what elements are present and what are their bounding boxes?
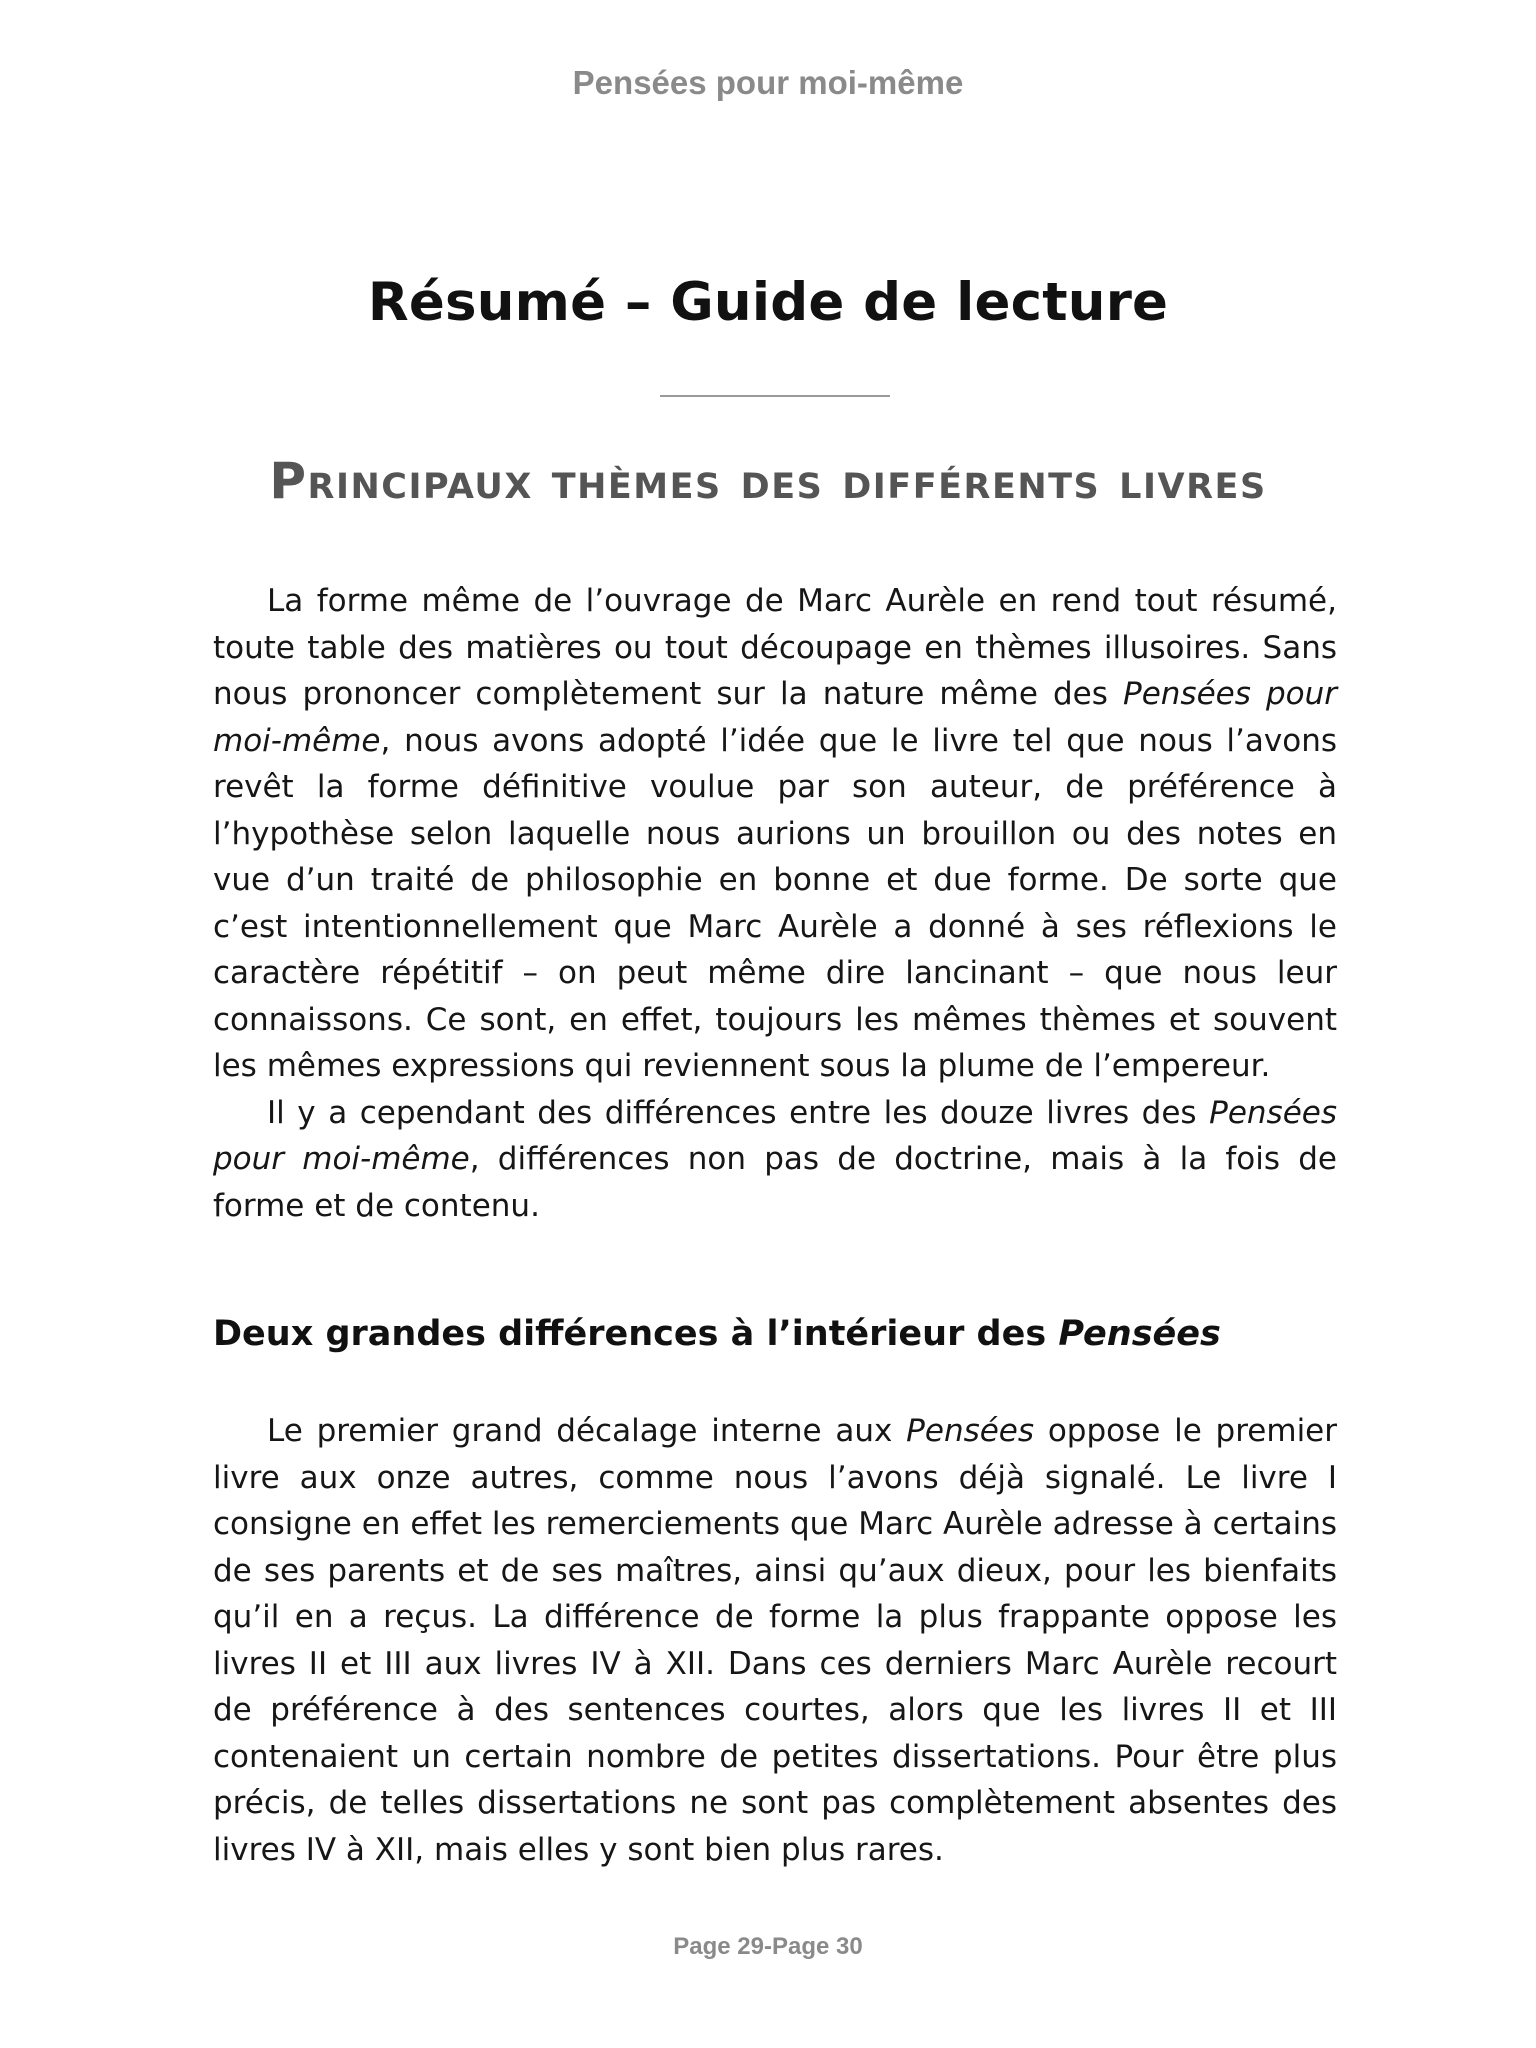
paragraph-text: La forme même de l’ouvrage de Marc Aurèle en rend tout résumé, toute table des matières ou tout découpage en thèmes illusoires. Sans nous prononcer complètement sur la nature même des [213,583,1337,712]
paragraph [213,1090,1337,1230]
book-title-italic: Pensées pour moi-même [213,676,1337,759]
paragraph [213,578,1337,1090]
book-title-italic: Pensées [906,1413,1035,1449]
subsection-body [213,1408,1337,1873]
title-divider [660,395,890,397]
paragraph-text: oppose le premier livre aux onze autres, comme nous l’avons déjà signalé. Le livre I consigne en effet les remerciements que Marc Aurèle adresse à certains de ses parents et de ses maîtres, ainsi qu’aux dieux, pour les bienfaits qu’il en a reçus. La différence de forme la plus frappante oppose les livres II et III aux livres IV à XII. Dans ces derniers Marc Aurèle recourt de préférence à des sentences courtes, alors que les livres II et III contenaient un certain nombre de petites dissertations. Pour être plus précis, de telles dissertations ne sont pas complètement absentes des livres IV à XII, mais elles y sont bien plus rares. [213,1413,1338,1868]
subsection-title-italic: Pensées [1058,1314,1221,1354]
paragraph-text: , nous avons adopté l’idée que le livre tel que nous l’avons revêt la forme définitive voulue par son auteur, de préférence à l’hypothèse selon laquelle nous aurions un brouillon ou des notes en vue d’un traité de philosophie en bonne et due forme. De sorte que c’est intentionnellement que Marc Aurèle a donné à ses réflexions le caractère répétitif – on peut même dire lancinant – que nous leur connaissons. Ce sont, en effet, toujours les mêmes thèmes et souvent les mêmes expressions qui reviennent sous la plume de l’empereur. [213,722,1337,1084]
section-title: Principaux thèmes des différents livres [269,452,1267,510]
subsection-title [213,1314,1337,1354]
section-body [213,578,1337,1229]
paragraph-text: Le premier grand décalage interne aux [267,1413,907,1449]
paragraph-text: Il y a cependant des différences entre les douze livres des [267,1094,1210,1131]
chapter-title: Résumé – Guide de lecture [367,272,1169,333]
book-title-italic: Pensées pour moi-même [213,1094,1337,1177]
page-number: Page 29-Page 30 [673,1933,863,1960]
paragraph-text: , différences non pas de doctrine, mais à la fois de forme et de contenu. [213,1141,1337,1224]
paragraph [213,1408,1337,1873]
running-header: Pensées pour moi-même [572,64,964,101]
subsection-title-text: Deux grandes différences à l’intérieur des [213,1314,1059,1354]
